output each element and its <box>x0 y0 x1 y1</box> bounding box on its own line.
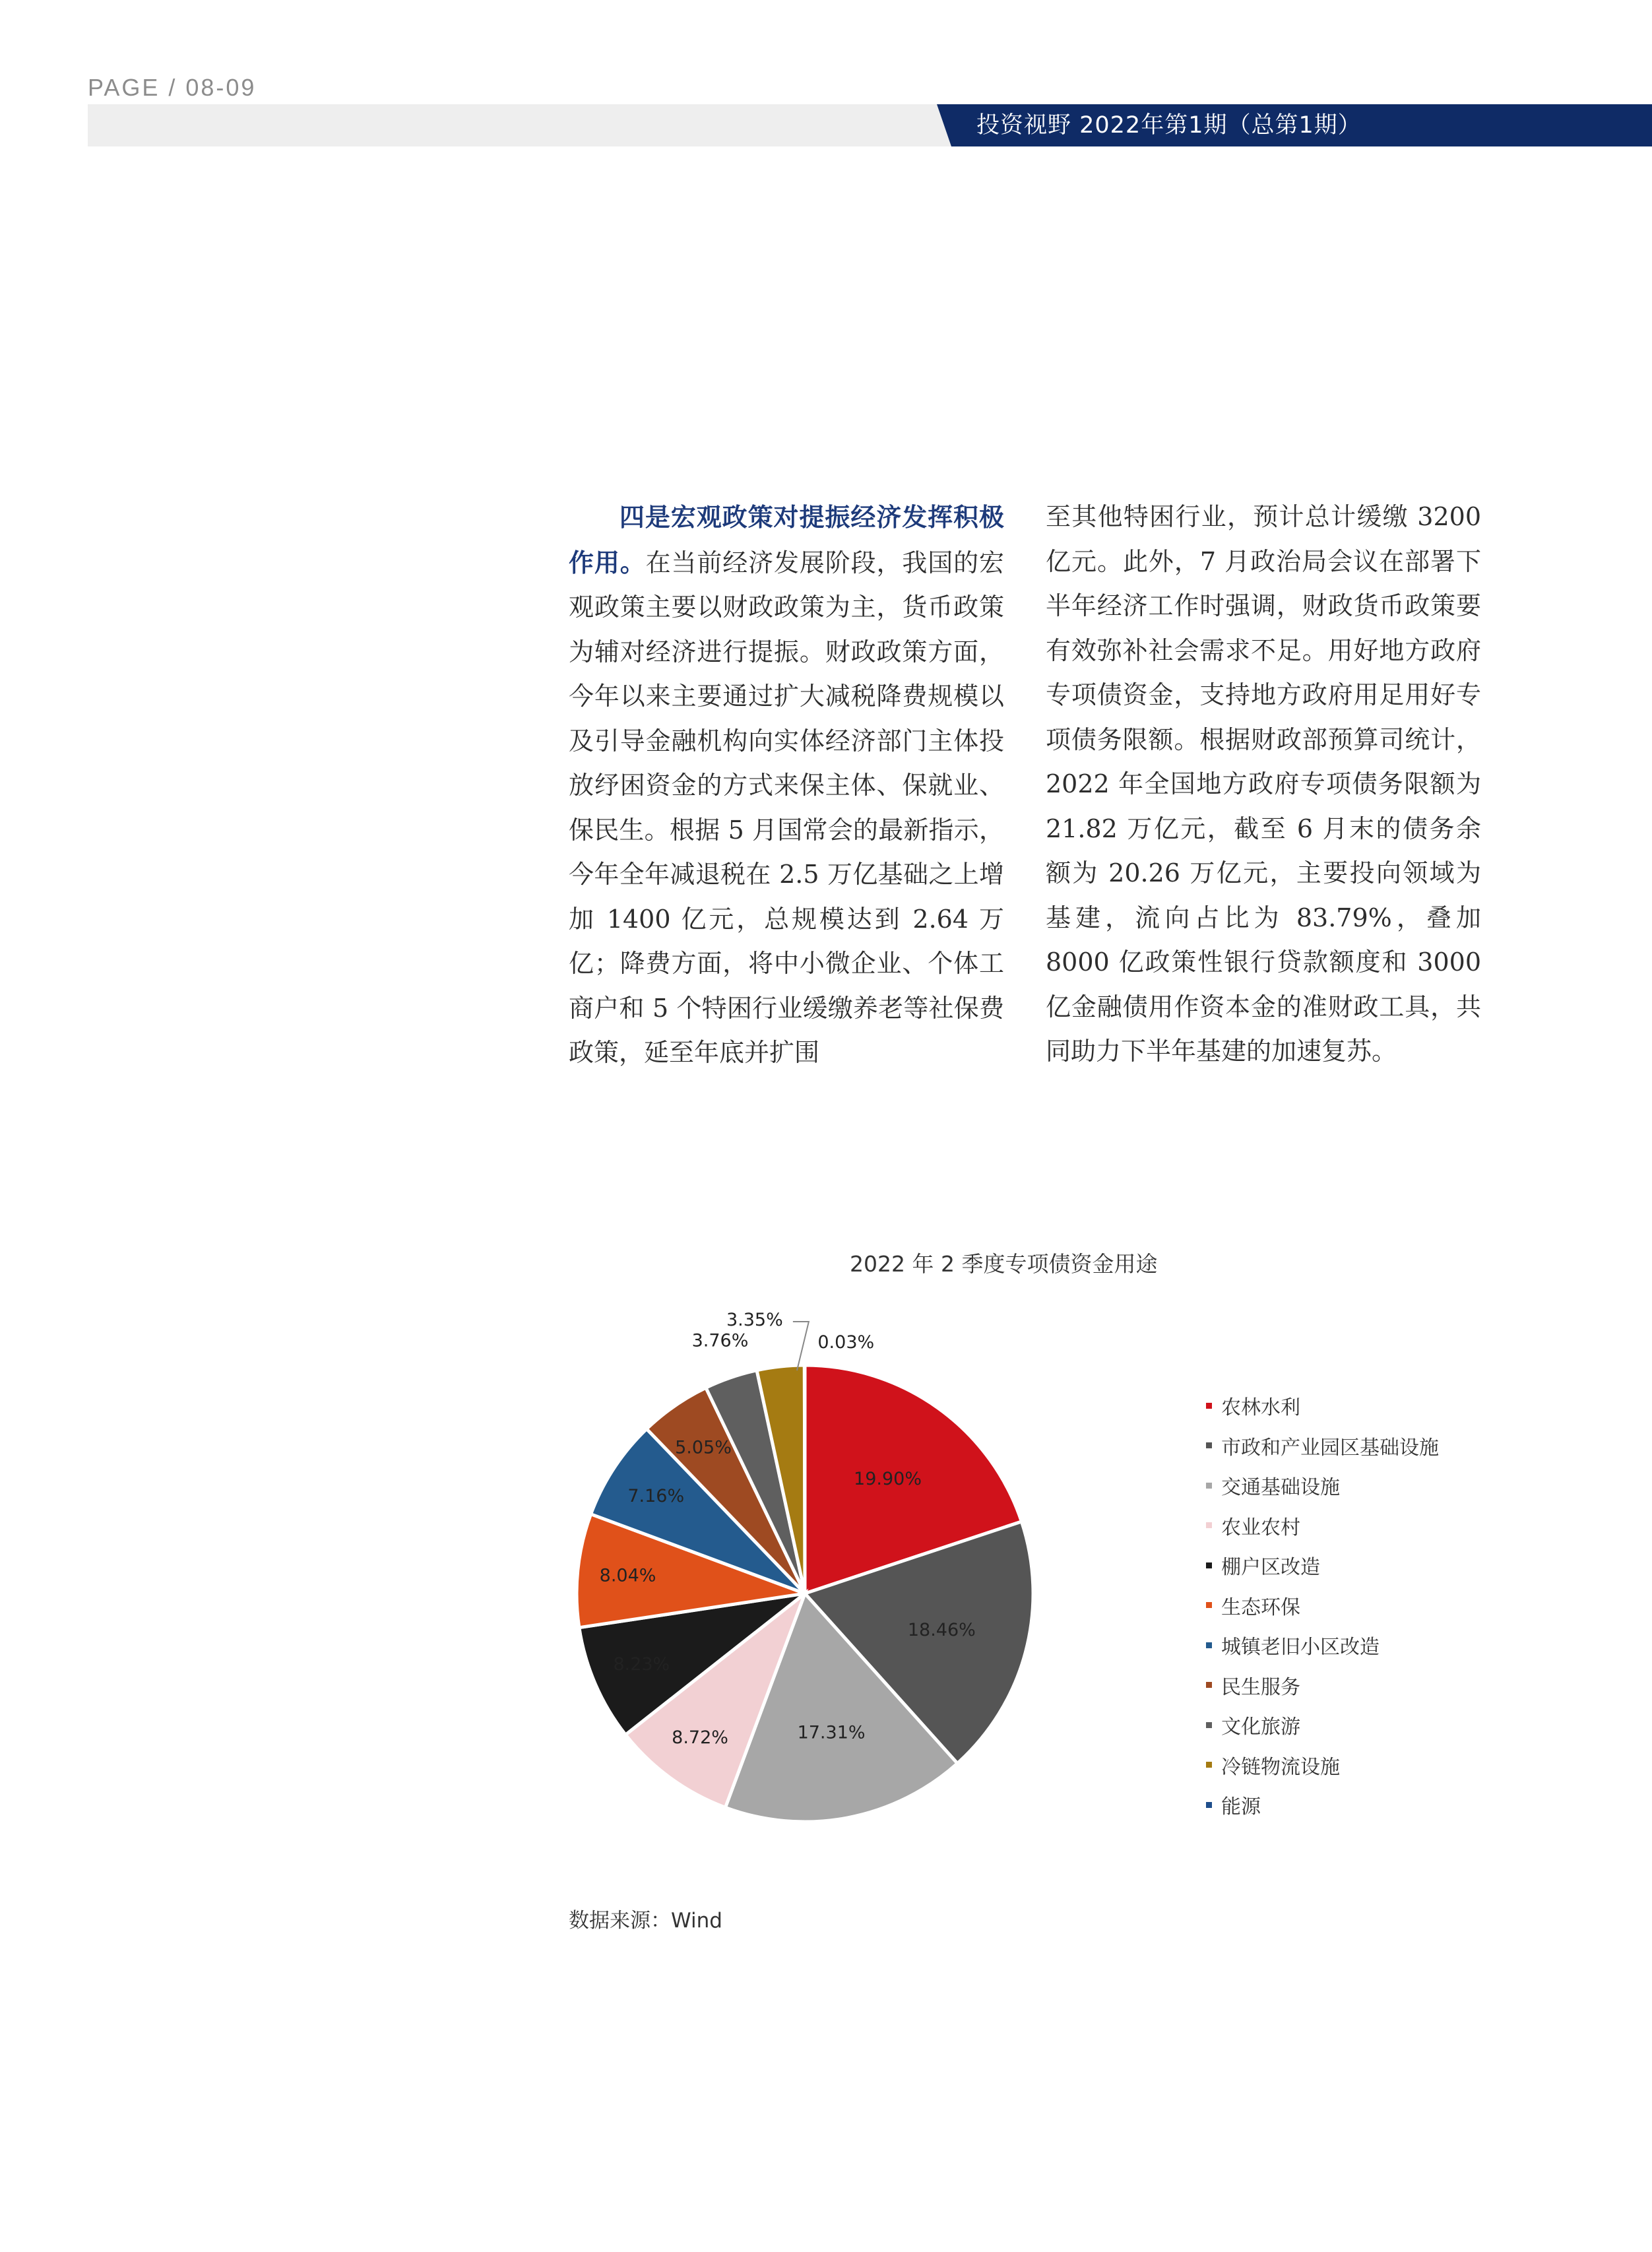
pie-slice <box>804 1365 805 1593</box>
legend-label: 城镇老旧小区改造 <box>1221 1636 1380 1659</box>
legend-swatch <box>1206 1762 1212 1768</box>
chart-legend <box>1206 1386 1439 1825</box>
legend-label: 交通基础设施 <box>1221 1476 1340 1500</box>
legend-label: 农林水利 <box>1221 1396 1300 1420</box>
slice-label: 0.03% <box>817 1332 875 1353</box>
slice-label: 3.35% <box>726 1310 783 1330</box>
legend-swatch <box>1206 1562 1212 1568</box>
legend-item <box>1206 1506 1439 1546</box>
slice-label: 18.46% <box>907 1620 976 1641</box>
legend-swatch <box>1206 1802 1212 1808</box>
slice-label: 8.23% <box>613 1654 670 1675</box>
legend-swatch <box>1206 1403 1212 1409</box>
paragraph-body: 在当前经济发展阶段，我国的宏观政策主要以财政政策为主，货币政策为辅对经济进行提振。财政政策方面，今年以来主要通过扩大减税降费规模以及引导金融机构向实体经济部门主体投放纾困资金的方式来保主体、保就业、保民生。根据 5 月国常会的最新指示，今年全年减退税在 2.5 万亿基础之上增加 1400 亿元，总规模达到 2.64 万亿；降费方面，将中小微企业、个体工商户和 5 个特困行业缓缴养老等社保费政策，延至年底并扩围 <box>569 548 1004 1067</box>
legend-swatch <box>1206 1602 1212 1608</box>
page-number: PAGE / 08-09 <box>88 74 257 101</box>
slice-label: 17.31% <box>797 1722 866 1743</box>
chart-title: 2022 年 2 季度专项债资金用途 <box>850 1251 1158 1277</box>
legend-item <box>1206 1586 1439 1626</box>
article-column-right <box>1046 495 1481 1074</box>
legend-item <box>1206 1465 1439 1506</box>
paragraph <box>569 495 1004 1076</box>
legend-label: 能源 <box>1221 1795 1261 1819</box>
legend-label: 市政和产业园区基础设施 <box>1221 1436 1439 1460</box>
legend-swatch <box>1206 1722 1212 1728</box>
legend-item <box>1206 1745 1439 1786</box>
paragraph-lead: 四是宏观政策对提振经济发挥积极作用。 <box>569 502 1004 577</box>
data-source: 数据来源：Wind <box>569 1909 722 1933</box>
legend-swatch <box>1206 1442 1212 1448</box>
legend-label: 文化旅游 <box>1221 1716 1300 1739</box>
legend-item <box>1206 1785 1439 1825</box>
publication-title: 投资视野 2022年第1期（总第1期） <box>976 112 1362 139</box>
slice-label: 7.16% <box>627 1486 685 1507</box>
legend-item <box>1206 1545 1439 1586</box>
header-bar <box>88 104 959 146</box>
article-column-left <box>569 495 1004 1076</box>
legend-swatch <box>1206 1682 1212 1688</box>
leader-line <box>793 1322 809 1370</box>
slice-label: 5.05% <box>675 1437 732 1458</box>
legend-item <box>1206 1665 1439 1706</box>
pie-chart <box>554 1290 1102 1857</box>
legend-label: 棚户区改造 <box>1221 1556 1320 1580</box>
legend-item <box>1206 1426 1439 1466</box>
legend-item <box>1206 1705 1439 1745</box>
legend-label: 农业农村 <box>1221 1516 1300 1539</box>
legend-swatch <box>1206 1522 1212 1528</box>
slice-label: 8.04% <box>599 1565 656 1586</box>
legend-swatch <box>1206 1483 1212 1489</box>
legend-item <box>1206 1625 1439 1665</box>
slice-label: 19.90% <box>854 1469 922 1490</box>
legend-label: 冷链物流设施 <box>1221 1755 1340 1779</box>
slice-label: 8.72% <box>672 1727 728 1749</box>
legend-item <box>1206 1386 1439 1426</box>
slice-label: 3.76% <box>691 1330 749 1351</box>
legend-swatch <box>1206 1642 1212 1648</box>
paragraph-continued: 至其他特困行业，预计总计缓缴 3200 亿元。此外，7 月政治局会议在部署下半年经济工作时强调，财政货币政策要有效弥补社会需求不足。用好地方政府专项债资金，支持地方政府用足用好专项债务限额。根据财政部预算司统计，2022 年全国地方政府专项债务限额为 21.82 万亿元，截至 6 月末的债务余额为 20.26 万亿元，主要投向领域为基建，流向占比为 83.79%，叠加 8000 亿政策性银行贷款额度和 3000 亿金融债用作资本金的准财政工具，共同助力下半年基建的加速复苏。 <box>1046 502 1481 1066</box>
legend-label: 民生服务 <box>1221 1675 1300 1699</box>
legend-label: 生态环保 <box>1221 1595 1300 1619</box>
